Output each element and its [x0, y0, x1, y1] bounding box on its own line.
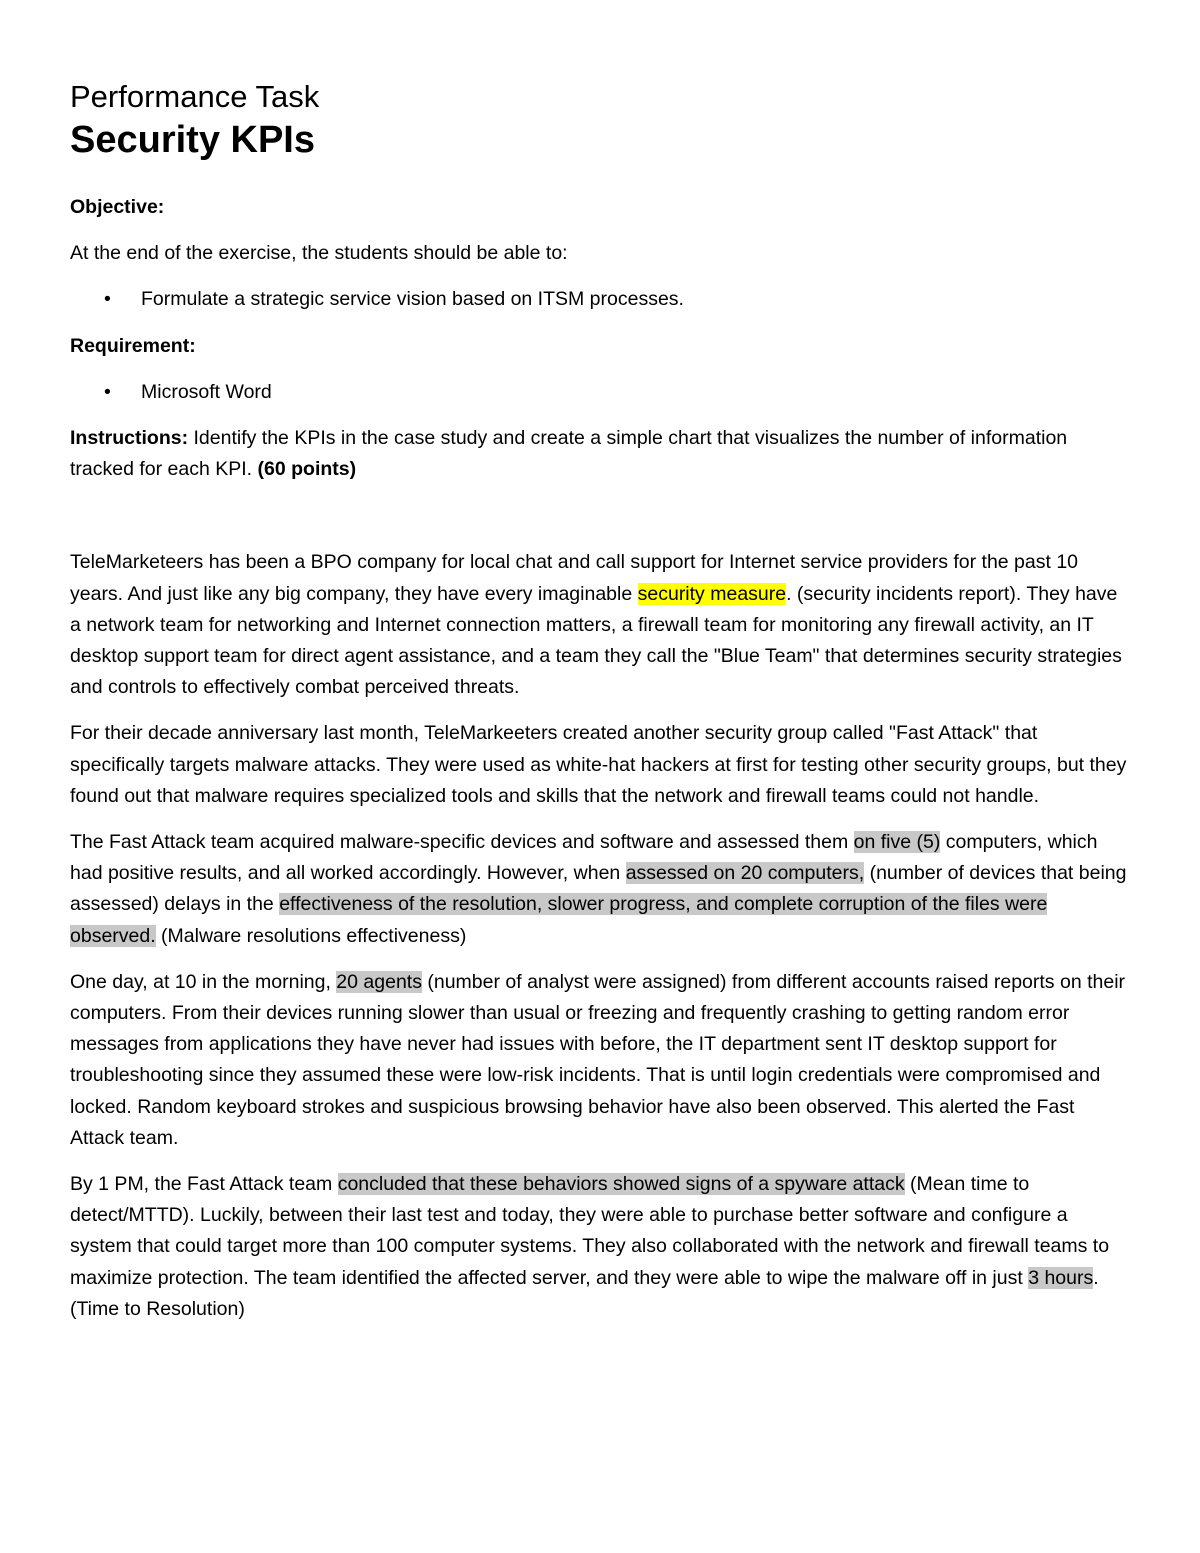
- highlight-security-measure: security measure: [637, 582, 787, 605]
- highlight-3-hours: 3 hours: [1028, 1266, 1094, 1289]
- highlight-assessed-20: assessed on 20 computers,: [625, 862, 865, 885]
- case-text: computers, which had positive results, and all worked accordingly. However, when: [70, 831, 1098, 885]
- case-paragraph-3: [70, 827, 1132, 952]
- requirement-label: Requirement:: [70, 334, 196, 357]
- requirement-list: [70, 377, 1132, 408]
- case-text: By 1 PM, the Fast Attack team: [70, 1173, 338, 1196]
- case-paragraph-2: For their decade anniversary last month, TeleMarkeeters created another security group called "Fast Attack" that specifically targets malware attacks. They were used as white-hat hackers at first for testing other security groups, but they found out that malware requires specialized tools and skills that the network and firewall teams could not handle.: [70, 722, 1127, 807]
- highlight-20-agents: 20 agents: [336, 970, 422, 993]
- instructions-label: Instructions:: [70, 427, 189, 450]
- list-item: [70, 377, 1132, 408]
- requirement-bullet-text: Microsoft Word: [141, 380, 272, 403]
- case-text: (Mean time to detect/MTTD). Luckily, between their last test and today, they were able to purchase better software and configure a system that could target more than 100 computer systems. They also collaborated with the network and firewall teams to maximize protection. The team identified the affected server, and they were able to wipe the malware off in just: [70, 1173, 1110, 1289]
- document-page: [70, 78, 1132, 1340]
- objective-intro: At the end of the exercise, the students should be able to:: [70, 242, 568, 265]
- case-text: (number of devices that being assessed) delays in the: [70, 862, 1127, 916]
- instructions-points: (60 points): [257, 458, 357, 481]
- objective-bullet-text: Formulate a strategic service vision based on ITSM processes.: [141, 288, 684, 311]
- case-paragraph-4: [70, 967, 1132, 1154]
- case-text: . (security incidents report). They have a network team for networking and Internet connection matters, a firewall team for monitoring any firewall activity, an IT desktop support team for direct agent assistance, and a team they call the "Blue Team" that determines security strategies and controls to effectively combat perceived threats.: [70, 582, 1122, 699]
- spacer: [70, 500, 1132, 547]
- case-text: (number of analyst were assigned) from different accounts raised reports on their computers. From their devices running slower than usual or freezing and frequently crashing to getting random error messages from applications they have never had issues with before, the IT department sent IT desktop support for troubleshooting since they assumed these were low-risk incidents. That is until login credentials were compromised and locked. Random keyboard strokes and suspicious browsing behavior have also been observed. This alerted the Fast Attack team.: [70, 970, 1126, 1149]
- objective-list: [70, 284, 1132, 315]
- highlight-effectiveness: effectiveness of the resolution, slower progress, and complete corruption of the files were observed.: [70, 893, 1048, 947]
- document-subtitle: Security KPIs: [70, 119, 315, 161]
- instructions-paragraph: [70, 423, 1132, 485]
- instructions-text: Identify the KPIs in the case study and create a simple chart that visualizes the number of information tracked for each KPI.: [70, 427, 1068, 481]
- case-text: (Malware resolutions effectiveness): [155, 924, 467, 947]
- case-paragraph-1: [70, 547, 1132, 703]
- highlight-spyware: concluded that these behaviors showed signs of a spyware attack: [337, 1173, 905, 1196]
- document-title: Performance Task: [70, 79, 320, 114]
- list-item: [70, 284, 1132, 315]
- case-text: One day, at 10 in the morning,: [70, 970, 337, 993]
- case-text: TeleMarketeers has been a BPO company for local chat and call support for Internet service providers for the past 10 years. And just like any big company, they have every imaginable: [70, 551, 1079, 605]
- highlight-on-five: on five (5): [853, 831, 941, 854]
- bullet-icon: •: [104, 288, 111, 311]
- case-text: . (Time to Resolution): [70, 1266, 1099, 1320]
- case-text: The Fast Attack team acquired malware-specific devices and software and assessed them: [70, 831, 854, 854]
- case-paragraph-5: [70, 1169, 1132, 1325]
- bullet-icon: •: [104, 380, 111, 403]
- objective-label: Objective:: [70, 196, 165, 218]
